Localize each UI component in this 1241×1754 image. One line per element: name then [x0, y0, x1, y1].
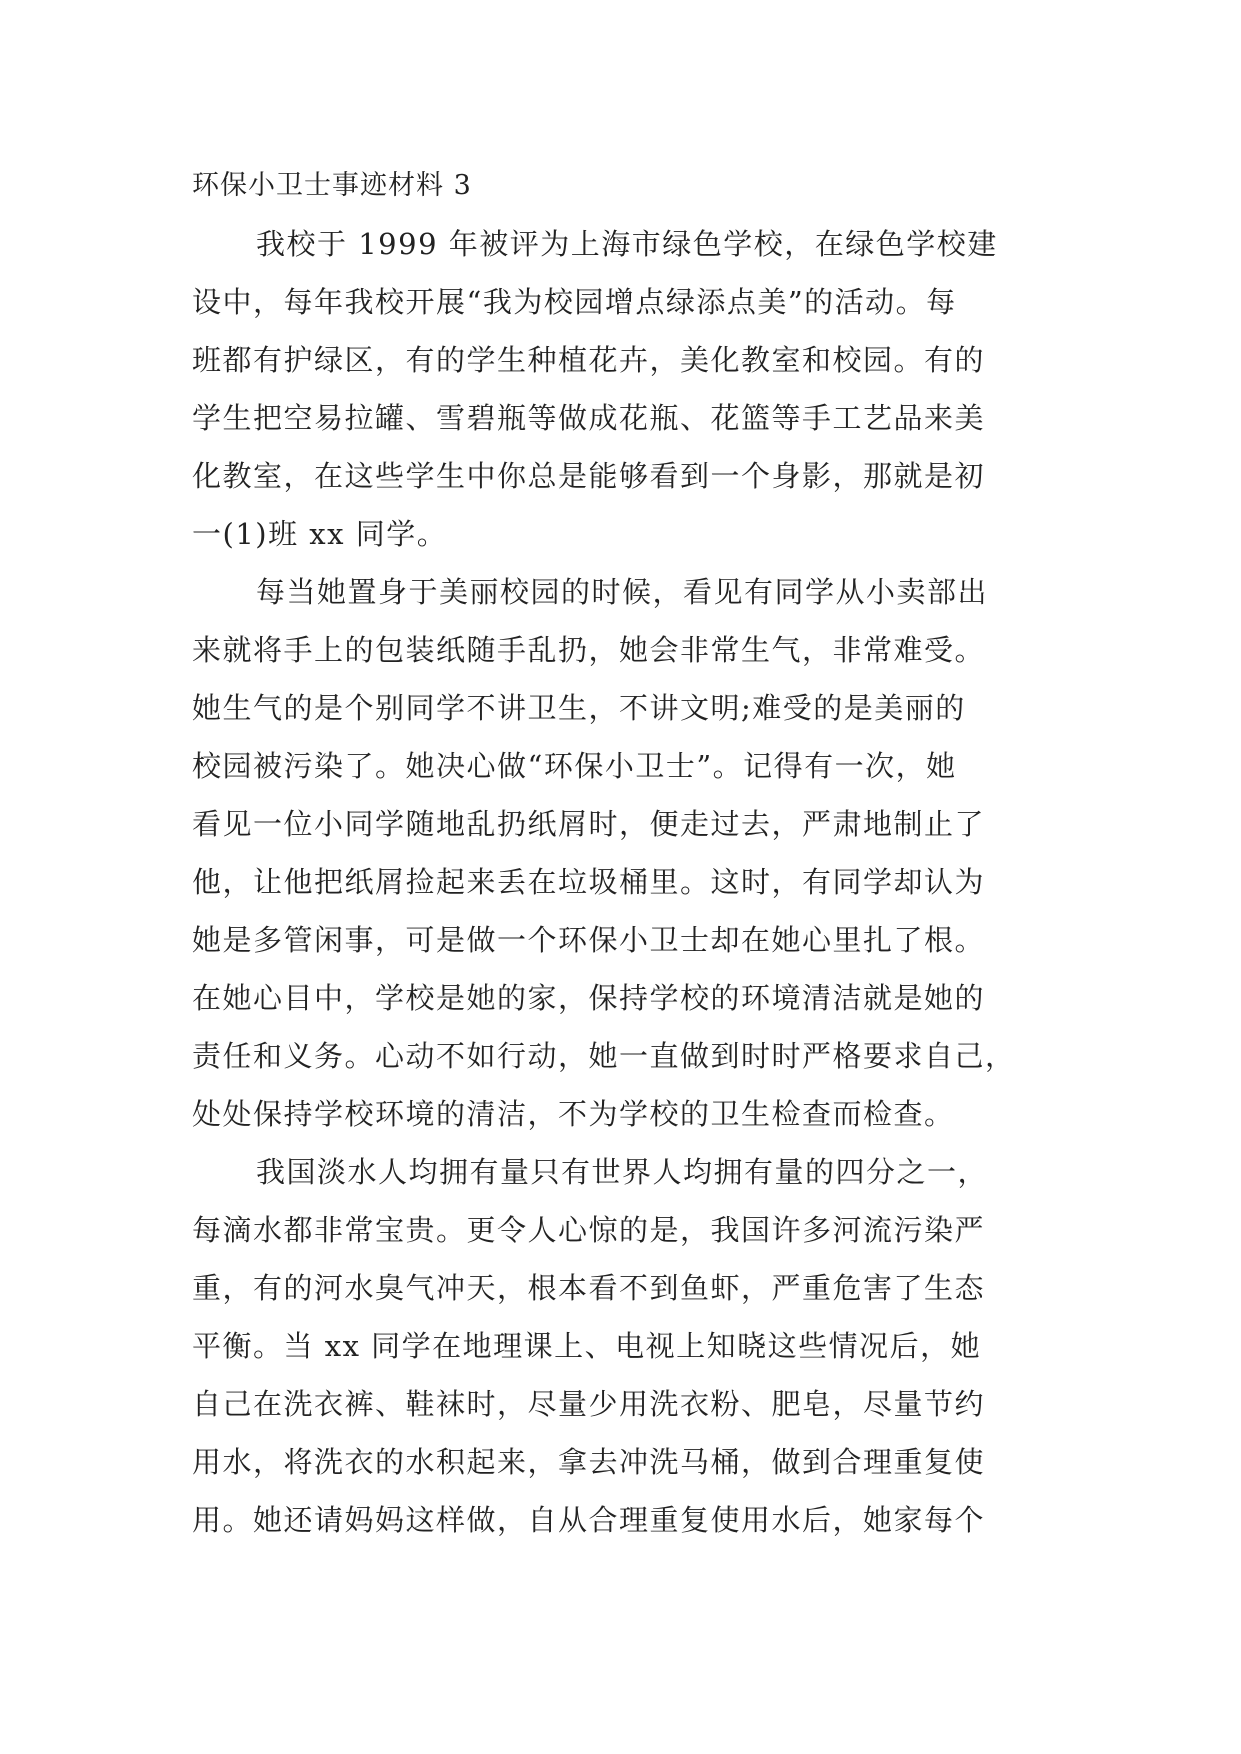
- paragraph-3-line-1: 我国淡水人均拥有量只有世界人均拥有量的四分之一，: [256, 1155, 989, 1189]
- paragraph-3-line-2: 每滴水都非常宝贵。更令人心惊的是，我国许多河流污染严: [192, 1213, 986, 1247]
- paragraph-1-line-2: 设中，每年我校开展“我为校园增点绿添点美”的活动。每: [192, 285, 957, 319]
- paragraph-3-line-3: 重，有的河水臭气冲天，根本看不到鱼虾，严重危害了生态: [192, 1271, 986, 1305]
- paragraph-3-line-6: 用水，将洗衣的水积起来，拿去冲洗马桶，做到合理重复使: [192, 1445, 986, 1479]
- paragraph-2-line-3: 她生气的是个别同学不讲卫生，不讲文明;难受的是美丽的: [192, 691, 966, 725]
- paragraph-1-line-4: 学生把空易拉罐、雪碧瓶等做成花瓶、花篮等手工艺品来美: [192, 401, 986, 435]
- paragraph-2-line-4: 校园被污染了。她决心做“环保小卫士”。记得有一次，她: [192, 749, 957, 783]
- document-title: 环保小卫士事迹材料 3: [192, 170, 472, 201]
- paragraph-3-line-7: 用。她还请妈妈这样做，自从合理重复使用水后，她家每个: [192, 1503, 986, 1537]
- paragraph-2-line-8: 在她心目中，学校是她的家，保持学校的环境清洁就是她的: [192, 981, 986, 1015]
- paragraph-2-line-6: 他，让他把纸屑捡起来丢在垃圾桶里。这时，有同学却认为: [192, 865, 986, 899]
- paragraph-2-line-10: 处处保持学校环境的清洁，不为学校的卫生检查而检查。: [192, 1097, 955, 1131]
- paragraph-2-line-2: 来就将手上的包装纸随手乱扔，她会非常生气，非常难受。: [192, 633, 986, 667]
- paragraph-2-line-5: 看见一位小同学随地乱扔纸屑时，便走过去，严肃地制止了: [192, 807, 986, 841]
- paragraph-3-line-4: 平衡。当 xx 同学在地理课上、电视上知晓这些情况后，她: [192, 1329, 982, 1363]
- paragraph-2-line-9: 责任和义务。心动不如行动，她一直做到时时严格要求自己，: [192, 1039, 1016, 1073]
- paragraph-1-line-1: 我校于 1999 年被评为上海市绿色学校，在绿色学校建: [256, 227, 998, 261]
- paragraph-3-line-5: 自己在洗衣裤、鞋袜时，尽量少用洗衣粉、肥皂，尽量节约: [192, 1387, 986, 1421]
- paragraph-2-line-7: 她是多管闲事，可是做一个环保小卫士却在她心里扎了根。: [192, 923, 986, 957]
- paragraph-1-line-3: 班都有护绿区，有的学生种植花卉，美化教室和校园。有的: [192, 343, 986, 377]
- paragraph-2-line-1: 每当她置身于美丽校园的时候，看见有同学从小卖部出: [256, 575, 989, 609]
- paragraph-1-line-5: 化教室，在这些学生中你总是能够看到一个身影，那就是初: [192, 459, 986, 493]
- paragraph-1-line-6: 一(1)班 xx 同学。: [192, 517, 448, 551]
